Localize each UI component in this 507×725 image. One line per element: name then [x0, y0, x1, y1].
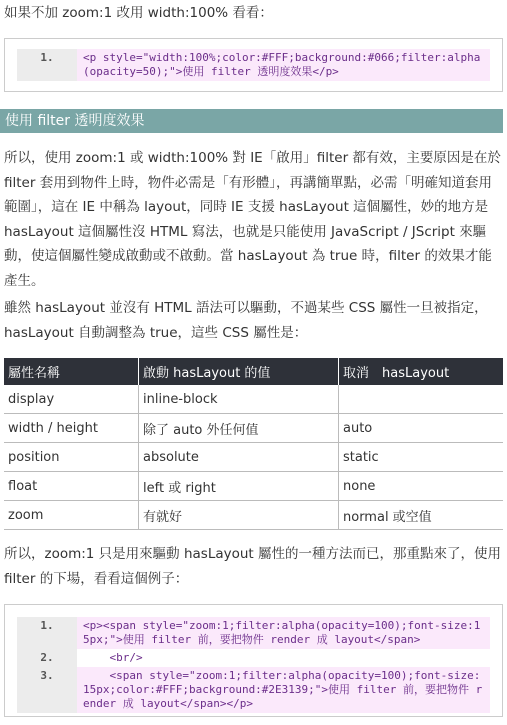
line-number: 3. [17, 667, 77, 713]
table-cell: inline-block [139, 385, 339, 414]
table-row [4, 385, 503, 414]
table-cell [339, 385, 504, 414]
code-text: <p style="width:100%;color:#FFF;background:#066;filter:alpha(opacity=50);">使用 filter 透明度效果</p> [77, 49, 490, 81]
line-number: 2. [17, 649, 77, 667]
code-line [17, 49, 490, 81]
table-row [4, 414, 503, 443]
table-cell: 有就好 [139, 501, 339, 530]
code-text: <br/> [77, 649, 490, 667]
table-cell: position [4, 443, 139, 472]
table-cell: float [4, 472, 139, 501]
code-text: <span style="zoom:1;filter:alpha(opacity=100);font-size:15px;color:#FFF;background:#2E3139;">使用 filter 前，要把物件 render 成 layout</span></p> [77, 667, 490, 713]
table-row [4, 472, 503, 501]
code-block-2 [4, 604, 503, 717]
line-number: 1. [17, 617, 77, 649]
table-cell: zoom [4, 501, 139, 530]
paragraph-1: 所以，使用 zoom:1 或 width:100% 對 IE「啟用」filter 都有效，主要原因是在於 filter 套用到物件上時，物件必需是「有形體」，再講簡單點，必需「明確知道套用範圍」，這在 IE 中稱為 layout，同時 IE 支援 hasLayout 這個屬性，妙的地方是 hasLayout 這個屬性沒 HTML 寫法，也就是只能使用 JavaScript / JScript 來驅動，使這個屬性變成啟動或不啟動。當 hasLayout 為 true 時，filter 的效果才能產生。 [4, 150, 501, 289]
table-row [4, 443, 503, 472]
table-cell: left 或 right [139, 472, 339, 501]
intro-text: 如果不加 zoom:1 改用 width:100% 看看： [4, 5, 273, 21]
code-text: <p><span style="zoom:1;filter:alpha(opacity=100);font-size:15px;">使用 filter 前，要把物件 render 成 layout</span> [77, 617, 490, 649]
table-cell: static [339, 443, 504, 472]
code-line [17, 617, 490, 649]
table-cell: none [339, 472, 504, 501]
code-block-1 [4, 38, 503, 92]
table-cell: absolute [139, 443, 339, 472]
line-number: 1. [17, 49, 77, 81]
table-header-row [4, 358, 503, 385]
table-cell: auto [339, 414, 504, 443]
section-heading: 使用 filter 透明度效果 [0, 109, 503, 133]
header-enable-value: 啟動 hasLayout 的值 [139, 358, 339, 385]
code-line [17, 667, 490, 713]
properties-table [4, 358, 503, 530]
paragraph-2: 雖然 hasLayout 並沒有 HTML 語法可以驅動，不過某些 CSS 屬性一旦被指定，hasLayout 自動調整為 true，這些 CSS 屬性是： [4, 300, 488, 341]
header-property-name: 屬性名稱 [4, 358, 139, 385]
code-line [17, 649, 490, 667]
table-cell: normal 或空值 [339, 501, 504, 530]
paragraph-3: 所以，zoom:1 只是用來驅動 hasLayout 屬性的一種方法而已，那重點來了，使用 filter 的下場，看看這個例子： [4, 546, 502, 587]
header-disable-value: 取消 hasLayout [339, 358, 504, 385]
table-cell: display [4, 385, 139, 414]
table-cell: 除了 auto 外任何值 [139, 414, 339, 443]
table-cell: width / height [4, 414, 139, 443]
table-row [4, 501, 503, 530]
